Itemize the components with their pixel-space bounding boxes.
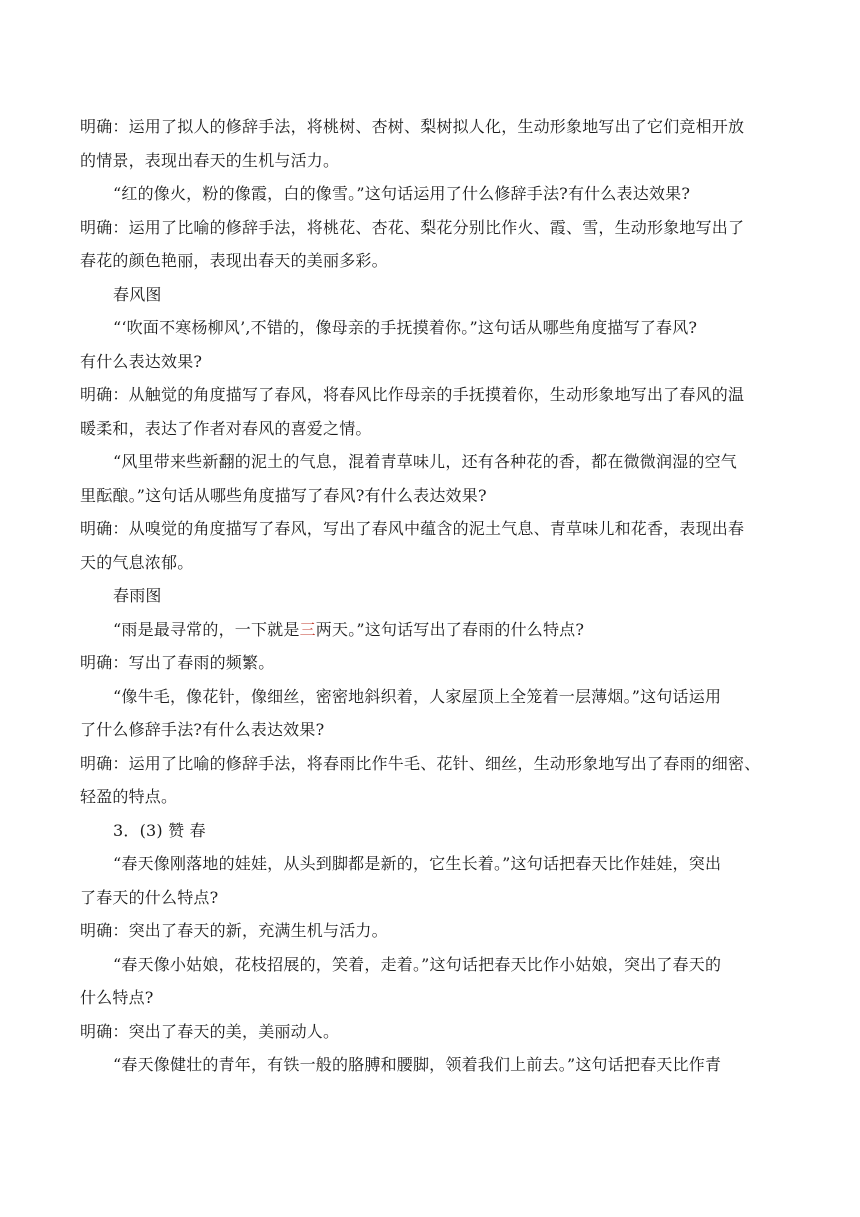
question-line: “‘吹面不寒杨柳风’,不错的，像母亲的手抚摸着你。”这句话从哪些角度描写了春风? bbox=[113, 318, 698, 337]
text-line: 的情景，表现出春天的生机与活力。 bbox=[80, 150, 340, 170]
question-line: “像牛毛，像花针，像细丝，密密地斜织着，人家屋顶上全笼着一层薄烟。”这句话运用 bbox=[113, 686, 722, 706]
question-line: “春天像健壮的青年，有铁一般的胳膊和腰脚，领着我们上前去。”这句话把春天比作青 bbox=[113, 1055, 722, 1074]
text-line: 了什么修辞手法?有什么表达效果? bbox=[80, 720, 325, 739]
question-line: “春天像刚落地的娃娃，从头到脚都是新的，它生长着。”这句话把春天比作娃娃，突出 bbox=[113, 854, 722, 873]
text-line: 明确：运用了比喻的修辞手法，将桃花、杏花、梨花分别比作火、霞、雪，生动形象地写出了 bbox=[80, 217, 745, 237]
text-line: 明确：突出了春天的美，美丽动人。 bbox=[80, 1021, 340, 1041]
text-line: 里酝酿。”这句话从哪些角度描写了春风?有什么表达效果? bbox=[80, 485, 487, 505]
text-line: 明确：写出了春雨的频繁。 bbox=[80, 653, 275, 672]
question-line: “风里带来些新翻的泥土的气息，混着青草味儿，还有各种花的香，都在微微润湿的空气 bbox=[113, 452, 737, 471]
text-line: 轻盈的特点。 bbox=[80, 787, 178, 806]
question-line: “红的像火，粉的像霞，白的像雪。”这句话运用了什么修辞手法?有什么表达效果? bbox=[113, 184, 691, 203]
text-line: 明确：运用了比喻的修辞手法，将春雨比作牛毛、花针、细丝，生动形象地写出了春雨的细密、 bbox=[80, 753, 761, 773]
section-heading: 3．(3) 赞 春 bbox=[113, 820, 206, 840]
highlighted-text: 三 bbox=[299, 619, 316, 639]
text-line: 明确：从嗅觉的角度描写了春风，写出了春风中蕴含的泥土气息、青草味儿和花香，表现出春 bbox=[80, 519, 745, 538]
text-line: 明确：突出了春天的新，充满生机与活力。 bbox=[80, 921, 388, 940]
document-page bbox=[80, 110, 785, 1082]
text-line: 春花的颜色艳丽，表现出春天的美丽多彩。 bbox=[80, 251, 388, 270]
text-line: 天的气息浓郁。 bbox=[80, 552, 194, 572]
text-line: 什么特点? bbox=[80, 988, 154, 1007]
question-line bbox=[80, 613, 785, 647]
text-segment: “雨是最寻常的，一下就是 bbox=[113, 619, 300, 639]
text-segment: 两天。”这句话写出了春雨的什么特点? bbox=[315, 619, 585, 639]
text-line: 明确：运用了拟人的修辞手法，将桃树、杏树、梨树拟人化，生动形象地写出了它们竞相开放 bbox=[80, 117, 745, 136]
question-line: “春天像小姑娘，花枝招展的，笑着，走着。”这句话把春天比作小姑娘，突出了春天的 bbox=[113, 954, 722, 974]
text-line: 了春天的什么特点? bbox=[80, 887, 219, 907]
section-heading: 春雨图 bbox=[113, 586, 162, 605]
text-line: 明确：从触觉的角度描写了春风，将春风比作母亲的手抚摸着你，生动形象地写出了春风的温 bbox=[80, 385, 745, 404]
section-heading: 春风图 bbox=[113, 284, 162, 304]
text-line: 有什么表达效果? bbox=[80, 351, 203, 371]
text-line: 暖柔和，表达了作者对春风的喜爱之情。 bbox=[80, 418, 372, 438]
